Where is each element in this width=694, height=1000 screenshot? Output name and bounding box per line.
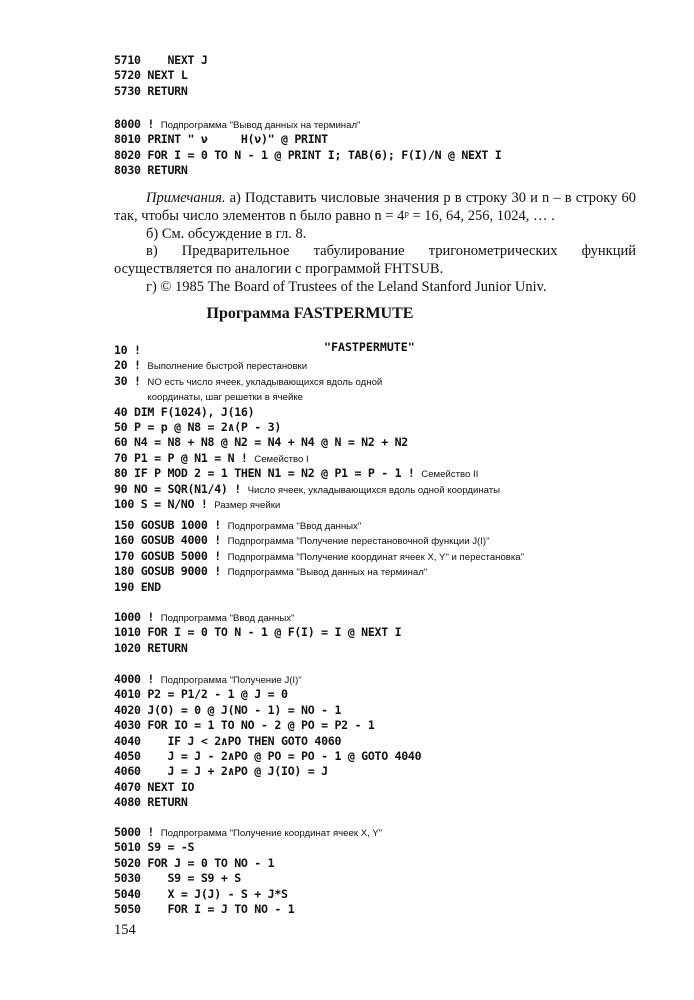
line-number: 100: [114, 496, 135, 511]
code-line: [114, 610, 401, 625]
line-number: 4010: [114, 687, 141, 702]
code-comment: Размер ячейки: [214, 499, 281, 511]
code-block-end-of-previous-subroutine: [114, 53, 208, 99]
line-number: 4070: [114, 779, 141, 794]
code-line: [114, 625, 401, 640]
line-number: 4040: [114, 733, 141, 748]
code-text: NEXT L: [140, 68, 188, 83]
line-number: 20: [114, 358, 128, 373]
code-block-permutation-subroutine: [114, 672, 421, 811]
line-number: 4060: [114, 764, 141, 779]
code-line: [114, 825, 382, 840]
code-text: RETURN: [140, 83, 188, 98]
code-line: [114, 672, 421, 687]
line-number: 5040: [114, 886, 141, 901]
code-text: !: [140, 672, 161, 686]
code-text: !: [140, 117, 161, 131]
code-line: [114, 68, 208, 83]
code-text: FOR J = 0 TO NO - 1: [140, 855, 275, 870]
code-line: [114, 780, 421, 795]
code-line: [114, 482, 500, 497]
line-number: 1020: [114, 640, 141, 655]
code-text: P2 = P1/2 - 1 @ J = 0: [140, 687, 288, 702]
notes-label: Примечания.: [146, 190, 226, 206]
line-number: 160: [114, 533, 135, 548]
code-line: [114, 389, 500, 404]
code-text: NO = SQR(N1/4) !: [127, 481, 248, 496]
code-text: J(O) = 0 @ J(NO - 1) = NO - 1: [140, 702, 342, 717]
note-d: г) © 1985 The Board of Trustees of the Leland Stanford Junior Univ.: [146, 278, 547, 295]
code-comment: Подпрограмма "Вывод данных на терминал": [227, 567, 428, 579]
notes-section: [114, 190, 636, 297]
line-number: 180: [114, 564, 135, 579]
code-line: [114, 718, 421, 733]
line-number: 5730: [114, 83, 141, 98]
code-line: [114, 795, 421, 810]
code-text: NEXT J: [140, 53, 208, 67]
code-text: P1 = P @ N1 = N !: [127, 450, 255, 465]
code-comment: Семейство I: [254, 453, 309, 465]
line-number: 150: [114, 518, 135, 532]
code-line: [114, 497, 500, 512]
code-line: [114, 148, 501, 163]
code-line: [114, 840, 382, 855]
code-text: GOSUB 4000 !: [134, 533, 228, 548]
code-line: [114, 749, 421, 764]
line-number: 5000: [114, 825, 141, 839]
code-text: GOSUB 5000 !: [134, 548, 228, 563]
code-block-output-subroutine: [114, 117, 501, 179]
code-comment: Семейство II: [421, 469, 479, 481]
code-text: FOR I = 0 TO N - 1 @ PRINT I; TAB(6); F(I)/N @ NEXT I: [140, 147, 502, 162]
line-number: 10: [114, 343, 128, 357]
line-number: 5720: [114, 68, 141, 83]
code-comment: Число ячеек, укладывающихся вдоль одной координаты: [247, 484, 501, 496]
code-text: RETURN: [140, 163, 188, 178]
code-line: [114, 358, 500, 373]
code-comment: Подпрограмма "Получение перестановочной функции J(I)": [227, 536, 490, 548]
line-number: 5020: [114, 855, 141, 870]
code-text: GOSUB 9000 !: [134, 564, 228, 579]
line-number: 4080: [114, 795, 141, 810]
code-line: [114, 902, 382, 917]
line-number: 5050: [114, 901, 141, 916]
line-number: 5010: [114, 840, 141, 855]
line-number: 8030: [114, 163, 141, 178]
code-text: S = N/NO !: [134, 496, 215, 511]
code-text: GOSUB 1000 !: [134, 518, 228, 532]
program-title: "FASTPERMUTE": [324, 340, 415, 354]
code-text: FOR I = 0 TO N - 1 @ F(I) = I @ NEXT I: [140, 625, 402, 640]
code-text: RETURN: [140, 795, 188, 810]
line-number: 4000: [114, 672, 141, 686]
code-comment: Подпрограмма "Получение координат ячеек X, Y" и перестановка": [227, 551, 525, 563]
line-number: 170: [114, 548, 135, 563]
code-comment: Подпрограмма "Получение J(I)": [160, 675, 302, 686]
code-text: FOR I = J TO NO - 1: [140, 901, 295, 916]
code-text: FOR IO = 1 TO NO - 2 @ PO = P2 - 1: [140, 718, 375, 733]
code-comment: Подпрограмма "Получение координат ячеек X, Y": [160, 828, 383, 839]
code-comment: NO есть число ячеек, укладывающихся вдоль одной: [147, 376, 383, 388]
code-text: X = J(J) - S + J*S: [140, 886, 288, 901]
code-line: [114, 764, 421, 779]
code-text: P = p @ N8 = 2∧(P - 3): [127, 419, 282, 434]
code-text: [114, 389, 147, 403]
line-number: 8010: [114, 132, 141, 147]
code-text: !: [140, 610, 161, 624]
line-number: 1000: [114, 610, 141, 624]
code-line: [114, 687, 421, 702]
code-text: !: [127, 343, 148, 357]
code-line: [114, 420, 500, 435]
code-text: !: [127, 373, 148, 388]
code-text: S9 = S9 + S: [140, 871, 241, 886]
code-text: PRINT " ν H(ν)" @ PRINT: [140, 132, 328, 147]
code-line: [114, 533, 524, 548]
code-text: S9 = -S: [140, 840, 195, 855]
code-line: [114, 734, 421, 749]
code-line: [114, 117, 501, 132]
line-number: 60: [114, 435, 128, 450]
note-b: б) См. обсуждение в гл. 8.: [146, 225, 307, 242]
page-number: 154: [114, 922, 136, 938]
code-comment: Подпрограмма "Ввод данных": [160, 613, 295, 624]
line-number: 1010: [114, 625, 141, 640]
code-line: [114, 703, 421, 718]
code-text: RETURN: [140, 640, 188, 655]
line-number: 30: [114, 373, 128, 388]
code-line: [114, 580, 524, 595]
code-text: J = J + 2∧PO @ J(IO) = J: [140, 764, 328, 779]
code-comment: Подпрограмма "Вывод данных на терминал": [160, 120, 361, 131]
code-comment: Выполнение быстрой перестановки: [147, 361, 308, 373]
line-number: 70: [114, 450, 128, 465]
code-line: [114, 549, 524, 564]
note-a: Примечания. а) Подставить числовые значения p в строку 30 и n – в строку 60 так, чтобы число элементов n было равно n = 4ᵖ = 16, 64, 256, 1024, … .: [114, 190, 636, 224]
code-block-main: [114, 343, 500, 512]
line-number: 40: [114, 404, 128, 419]
code-comment: координаты, шаг решетки в ячейке: [147, 392, 303, 404]
section-heading: Программа FASTPERMUTE: [206, 305, 414, 322]
code-line: [114, 518, 524, 533]
line-number: 50: [114, 419, 128, 434]
code-text: DIM F(1024), J(16): [127, 404, 255, 419]
line-number: 4050: [114, 748, 141, 763]
code-line: [114, 856, 382, 871]
code-text: N4 = N8 + N8 @ N2 = N4 + N4 @ N = N2 + N2: [127, 435, 408, 450]
code-text: !: [140, 825, 161, 839]
code-text: END: [134, 579, 161, 594]
line-number: 4020: [114, 702, 141, 717]
code-line: [114, 435, 500, 450]
code-text: NEXT IO: [140, 779, 195, 794]
code-block-input-subroutine: [114, 610, 401, 656]
code-text: IF J < 2∧PO THEN GOTO 4060: [140, 733, 342, 748]
line-number: 4030: [114, 718, 141, 733]
code-line: [114, 374, 500, 389]
code-text: J = J - 2∧PO @ PO = PO - 1 @ GOTO 4040: [140, 748, 422, 763]
code-line: [114, 641, 401, 656]
code-line: [114, 564, 524, 579]
line-number: 8000: [114, 117, 141, 131]
code-line: [114, 405, 500, 420]
line-number: 8020: [114, 147, 141, 162]
line-number: 80: [114, 466, 128, 481]
code-comment: Подпрограмма "Ввод данных": [227, 521, 362, 532]
code-block-gosub: [114, 518, 524, 595]
code-line: [114, 84, 208, 99]
code-line: [114, 871, 382, 886]
line-number: 5710: [114, 53, 141, 67]
code-line: [114, 53, 208, 68]
code-line: [114, 451, 500, 466]
line-number: 190: [114, 579, 135, 594]
code-text: !: [127, 358, 148, 373]
line-number: 90: [114, 481, 128, 496]
code-text: IF P MOD 2 = 1 THEN N1 = N2 @ P1 = P - 1 !: [127, 466, 422, 481]
note-c: в) Предварительное табулирование тригонометрических функций осуществляется по аналогии с программой FHTSUB.: [114, 243, 636, 278]
code-line: [114, 163, 501, 178]
code-line: [114, 887, 382, 902]
code-line: [114, 132, 501, 147]
code-block-coordinates-subroutine: [114, 825, 382, 917]
line-number: 5030: [114, 871, 141, 886]
code-line: [114, 466, 500, 481]
code-line: [114, 343, 500, 358]
